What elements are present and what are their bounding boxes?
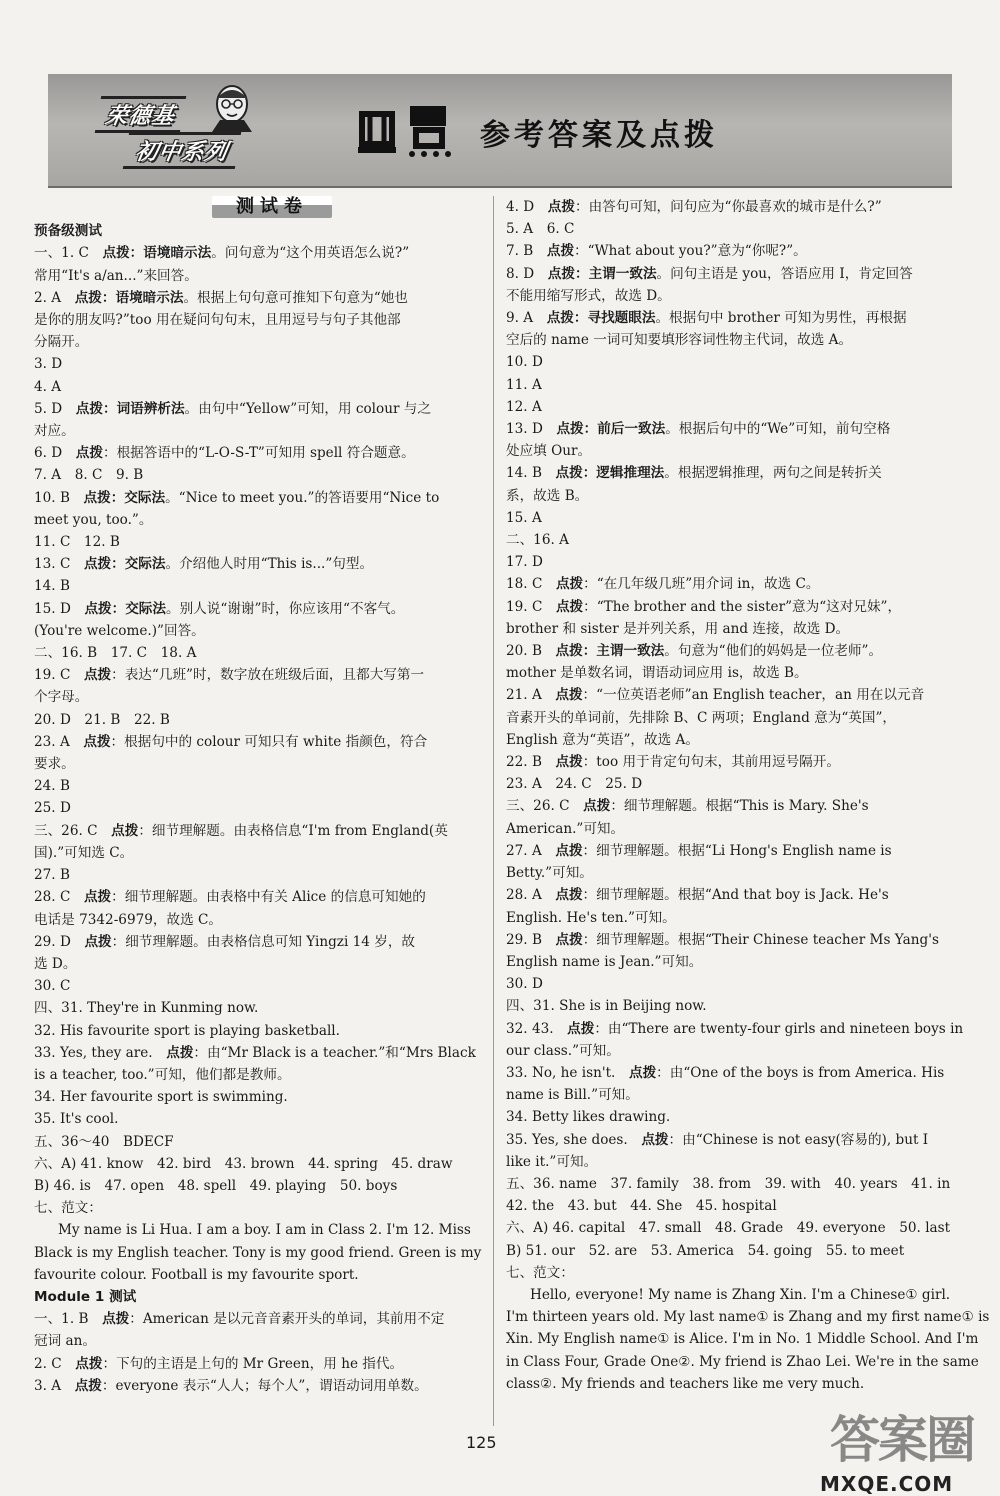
answer-line: 34. Her favourite sport is swimming. — [34, 1089, 288, 1106]
answer-line: 要求。 — [34, 756, 75, 773]
answer-line: 2. C 点拨：下句的主语是上句的 Mr Green，用 he 指代。 — [34, 1355, 404, 1372]
answer-line: 32. 43. 点拨：由“There are twenty-four girls and nineteen boys in — [506, 1020, 964, 1037]
answer-line: 三、26. C 点拨：细节理解题。由表格信息“I'm from England(英 — [34, 822, 448, 839]
answer-line: 六、A) 41. know 42. bird 43. brown 44. spring 45. draw — [34, 1155, 453, 1172]
answer-line: (You're welcome.)”回答。 — [34, 622, 205, 639]
answer-line: 33. Yes, they are. 点拨：由“Mr Black is a teacher.”和“Mrs Black — [34, 1044, 476, 1061]
answer-line: B) 51. our 52. are 53. America 54. going 55. to meet — [506, 1242, 905, 1259]
answer-line: 12. A — [506, 398, 542, 415]
series-brand — [54, 88, 294, 174]
answer-line: 11. A — [506, 376, 542, 393]
answer-line: in Class Four, Grade One②. My friend is Zhao Lei. We're in the same — [506, 1353, 979, 1370]
answer-line: 29. D 点拨：细节理解题。由表格信息可知 Yingzi 14 岁，故 — [34, 933, 416, 950]
answer-line: Betty.”可知。 — [506, 865, 593, 882]
right-answer-column — [506, 196, 990, 1395]
answer-line: 18. C 点拨：“在几年级几班”用介词 in，故选 C。 — [506, 576, 820, 593]
answer-line: 42. the 43. but 44. She 45. hospital — [506, 1198, 777, 1215]
answer-line: 25. D — [34, 800, 71, 817]
answer-line: 5. D 点拨：词语辨析法。由句中“Yellow”可知，用 colour 与之 — [34, 400, 431, 417]
answer-line: 27. B — [34, 867, 70, 884]
answer-line: 选 D。 — [34, 955, 77, 972]
brand-line-2: 初中系列 — [123, 132, 242, 169]
answer-line: 21. A 点拨：“一位英语老师”an English teacher，an 用在以元音 — [506, 687, 925, 704]
answer-line: American.”可知。 — [506, 820, 625, 837]
answer-line: 19. C 点拨：表达“几班”时，数字放在班级后面，且都大写第一 — [34, 667, 425, 684]
answer-line: our class.”可知。 — [506, 1042, 620, 1059]
answer-line: 20. B 点拨：主谓一致法。句意为“他们的妈妈是一位老师”。 — [506, 643, 883, 660]
answer-line: 7. A 8. C 9. B — [34, 467, 144, 484]
answer-line: 14. B 点拨：逻辑推理法。根据逻辑推理，两句之间是转折关 — [506, 465, 882, 482]
author-portrait-icon — [204, 82, 260, 132]
answer-line: 11. C 12. B — [34, 534, 120, 551]
answer-line: 二、16. B 17. C 18. A — [34, 645, 197, 662]
answer-line: English name is Jean.”可知。 — [506, 953, 703, 970]
watermark-site: MXQE.COM — [820, 1472, 954, 1496]
answer-line: 个字母。 — [34, 689, 89, 706]
answer-line: 15. D 点拨：交际法。别人说“谢谢”时，你应该用“不客气。 — [34, 600, 405, 617]
answer-line: 3. A 点拨：everyone 表示“人人；每个人”，谓语动词用单数。 — [34, 1377, 428, 1394]
answer-line: 33. No, he isn't. 点拨：由“One of the boys is from America. His — [506, 1064, 945, 1081]
answer-line: 28. A 点拨：细节理解题。根据“And that boy is Jack. He's — [506, 887, 889, 904]
answer-line: 国).”可知选 C。 — [34, 844, 134, 861]
answer-line: 3. D — [34, 356, 63, 373]
answer-line: 一、1. B 点拨：American 是以元音音素开头的单词，其前用不定 — [34, 1311, 445, 1328]
answer-line: 13. D 点拨：前后一致法。根据后句中的“We”可知，前句空格 — [506, 421, 891, 438]
answer-line: 23. A 24. C 25. D — [506, 776, 643, 793]
answer-line: 34. Betty likes drawing. — [506, 1109, 671, 1126]
answer-line: 19. C 点拨：“The brother and the sister”意为“这对兄妹”， — [506, 598, 902, 615]
answer-line: 空后的 name 一词可知要填形容词性物主代词，故选 A。 — [506, 332, 853, 349]
section-banner: 测试卷 — [212, 196, 332, 218]
answer-line: name is Bill.”可知。 — [506, 1087, 639, 1104]
answer-line: 五、36～40 BDECF — [34, 1133, 174, 1150]
answer-line: 9. A 点拨：寻找题眼法。根据句中 brother 可知为男性，再根据 — [506, 310, 907, 327]
answer-line: 10. B 点拨：交际法。“Nice to meet you.”的答语要用“Nice to — [34, 489, 440, 506]
answer-line: 7. B 点拨：“What about you?”意为“你呢?”。 — [506, 243, 807, 260]
answer-line: 四、31. She is in Beijing now. — [506, 998, 707, 1015]
answer-line: favourite colour. Football is my favourite sport. — [34, 1266, 359, 1283]
answer-line: 常用“It's a/an...”来回答。 — [34, 267, 198, 284]
answer-line: 30. D — [506, 976, 543, 993]
answer-line: like it.”可知。 — [506, 1153, 598, 1170]
answer-line: 系，故选 B。 — [506, 487, 589, 504]
page-number: 125 — [466, 1433, 497, 1452]
answer-line: 对应。 — [34, 423, 75, 440]
answer-line: 23. A 点拨：根据句中的 colour 可知只有 white 指颜色，符合 — [34, 733, 428, 750]
answer-line: 冠词 an。 — [34, 1333, 96, 1350]
answer-line: 28. C 点拨：细节理解题。由表格中有关 Alice 的信息可知她的 — [34, 889, 426, 906]
answer-line: 24. B — [34, 778, 70, 795]
answer-line: 30. C — [34, 978, 71, 995]
page-title: 参考答案及点拨 — [480, 118, 718, 153]
brand-line-1: 荣德基 — [95, 96, 187, 133]
answer-line: 四、31. They're in Kunming now. — [34, 1000, 259, 1017]
answer-line: 音素开头的单词前，先排除 B、C 两项；England 意为“英国”， — [506, 709, 897, 726]
answer-line: 35. Yes, she does. 点拨：由“Chinese is not easy(容易的), but I — [506, 1131, 929, 1148]
answer-line: 分隔开。 — [34, 334, 89, 351]
answer-line: Black is my English teacher. Tony is my good friend. Green is my — [34, 1244, 482, 1261]
answer-line: is a teacher, too.”可知，他们都是教师。 — [34, 1066, 291, 1083]
answer-line: 6. D 点拨：根据答语中的“L-O-S-T”可知用 spell 符合题意。 — [34, 445, 415, 462]
page-header — [48, 74, 952, 188]
answer-line: mother 是单数名词，谓语动词应用 is，故选 B。 — [506, 665, 808, 682]
dianzhongdian-logo-icon — [354, 100, 464, 160]
answer-line: 14. B — [34, 578, 70, 595]
answer-line: 是你的朋友吗?”too 用在疑问句句末，且用逗号与句子其他部 — [34, 312, 401, 329]
answer-line: 六、A) 46. capital 47. small 48. Grade 49. everyone 50. last — [506, 1220, 951, 1237]
answer-line: B) 46. is 47. open 48. spell 49. playing 50. boys — [34, 1177, 398, 1194]
answer-line: brother 和 sister 是并列关系，用 and 连接，故选 D。 — [506, 620, 850, 637]
answer-line: class②. My friends and teachers like me very much. — [506, 1375, 865, 1392]
answer-line: 三、26. C 点拨：细节理解题。根据“This is Mary. She's — [506, 798, 869, 815]
answer-line: 5. A 6. C — [506, 221, 575, 238]
section-heading: Module 1 测试 — [34, 1288, 137, 1305]
answer-line: 22. B 点拨：too 用于肯定句句末，其前用逗号隔开。 — [506, 754, 840, 771]
left-answer-column — [34, 196, 484, 1397]
answer-line: 七、范文： — [506, 1264, 574, 1281]
answer-line: 不能用缩写形式，故选 D。 — [506, 287, 671, 304]
answer-line: 4. A — [34, 378, 62, 395]
answer-line: 一、1. C 点拨：语境暗示法。问句意为“这个用英语怎么说?” — [34, 245, 410, 262]
answer-line: 29. B 点拨：细节理解题。根据“Their Chinese teacher Ms Yang's — [506, 931, 939, 948]
answer-line: I'm thirteen years old. My last name① is Zhang and my first name① is — [506, 1309, 990, 1326]
answer-line: 10. D — [506, 354, 543, 371]
column-divider — [493, 196, 494, 1426]
watermark-brand: 答案圈 — [830, 1411, 974, 1469]
answer-line: 五、36. name 37. family 38. from 39. with 40. years 41. in — [506, 1175, 951, 1192]
answer-line: 处应填 Our。 — [506, 443, 592, 460]
answer-line: My name is Li Hua. I am a boy. I am in Class 2. I'm 12. Miss — [58, 1222, 471, 1239]
answer-line: 二、16. A — [506, 532, 569, 549]
answer-line: 35. It's cool. — [34, 1111, 119, 1128]
answer-line: English. He's ten.”可知。 — [506, 909, 676, 926]
answer-line: 七、范文： — [34, 1200, 102, 1217]
answer-line: 4. D 点拨：由答句可知，问句应为“你最喜欢的城市是什么?” — [506, 199, 882, 215]
answer-line: Xin. My English name① is Alice. I'm in No. 1 Middle School. And I'm — [506, 1331, 979, 1348]
answer-line: meet you, too.”。 — [34, 511, 153, 528]
answer-line: 32. His favourite sport is playing basketball. — [34, 1022, 340, 1039]
section-heading: 预备级测试 — [34, 223, 102, 240]
answer-line: Hello, everyone! My name is Zhang Xin. I'm a Chinese① girl. — [530, 1286, 951, 1303]
answer-line: 17. D — [506, 554, 543, 571]
answer-line: 2. A 点拨：语境暗示法。根据上句句意可推知下句意为“她也 — [34, 289, 408, 306]
answer-line: English 意为“英语”，故选 A。 — [506, 731, 699, 748]
answer-line: 8. D 点拨：主谓一致法。问句主语是 you，答语应用 I，肯定回答 — [506, 265, 913, 282]
answer-line: 15. A — [506, 509, 542, 526]
answer-line: 20. D 21. B 22. B — [34, 711, 170, 728]
answer-line: 电话是 7342-6979，故选 C。 — [34, 911, 222, 928]
answer-line: 27. A 点拨：细节理解题。根据“Li Hong's English name is — [506, 842, 892, 859]
answer-line: 13. C 点拨：交际法。介绍他人时用“This is...”句型。 — [34, 556, 374, 573]
